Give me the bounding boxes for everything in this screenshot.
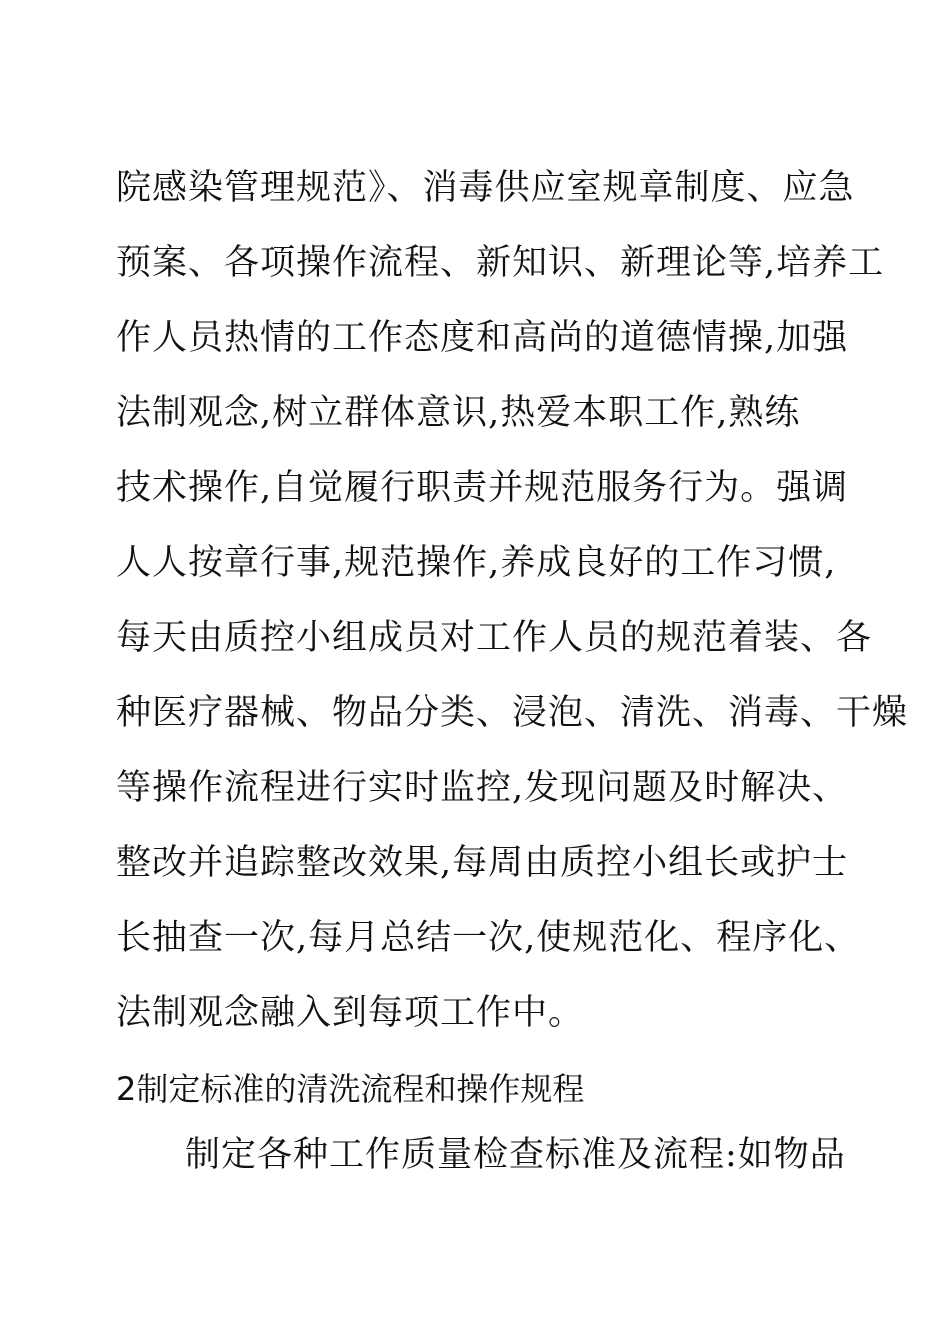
paragraph-line: 法制观念融入到每项工作中。 [116,993,585,1033]
paragraph-line: 整改并追踪整改效果,每周由质控小组长或护士 [116,843,849,883]
paragraph-line: 长抽查一次,每月总结一次,使规范化、程序化、 [116,918,861,958]
paragraph-line: 人人按章行事,规范操作,养成良好的工作习惯, [116,543,837,583]
paragraph-line: 作人员热情的工作态度和高尚的道德情操,加强 [116,318,849,358]
section-heading: 2制定标准的清洗流程和操作规程 [116,1070,585,1108]
paragraph-line: 预案、各项操作流程、新知识、新理论等,培养工 [116,243,885,283]
section-first-line: 制定各种工作质量检查标准及流程:如物品 [185,1135,846,1175]
paragraph-line: 院感染管理规范》、消毒供应室规章制度、应急 [116,168,855,208]
paragraph-line: 每天由质控小组成员对工作人员的规范着装、各 [116,618,873,658]
paragraph-line: 法制观念,树立群体意识,热爱本职工作,熟练 [116,393,801,433]
paragraph-line: 种医疗器械、物品分类、浸泡、清洗、消毒、干燥 [116,693,909,733]
paragraph-line: 技术操作,自觉履行职责并规范服务行为。强调 [116,468,849,508]
paragraph-line: 等操作流程进行实时监控,发现问题及时解决、 [116,768,849,808]
